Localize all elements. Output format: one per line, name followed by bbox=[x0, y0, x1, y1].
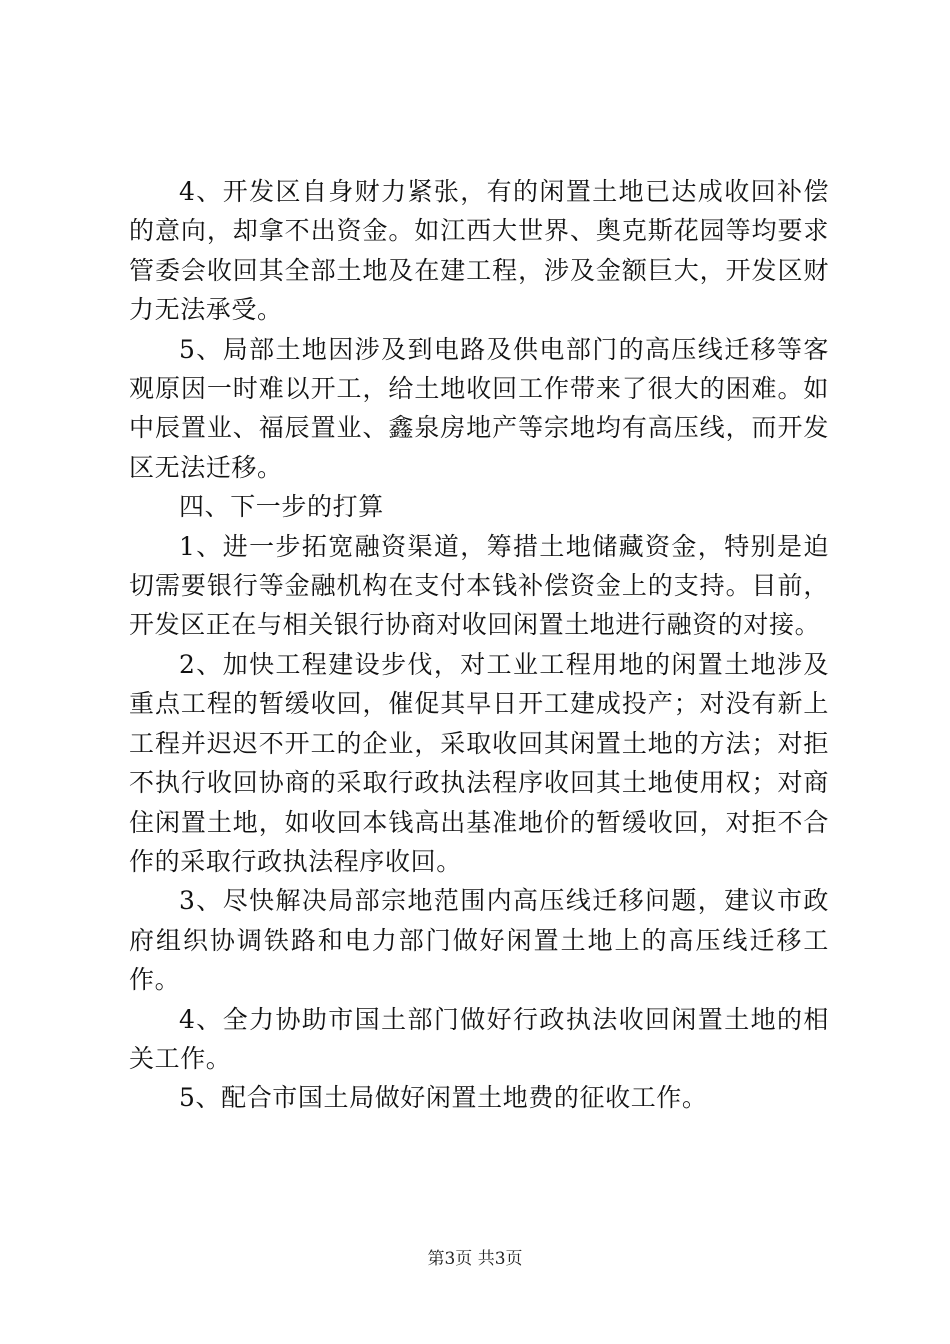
paragraph-4-financial-pressure: 4、开发区自身财力紧张，有的闲置土地已达成收回补偿的意向，却拿不出资金。如江西大世界、奥克斯花园等均要求管委会收回其全部土地及在建工程，涉及金额巨大，开发区财力无法承受。 bbox=[129, 177, 829, 325]
paragraph-5-power-line-relocation: 5、局部土地因涉及到电路及供电部门的高压线迁移等客观原因一时难以开工，给土地收回工作带来了很大的困难。如中辰置业、福辰置业、鑫泉房地产等宗地均有高压线，而开发区无法迁移。 bbox=[129, 334, 829, 482]
document-body bbox=[129, 172, 829, 1118]
paragraph-1-financing: 1、进一步拓宽融资渠道，筹措土地储藏资金，特别是迫切需要银行等金融机构在支付本钱补偿资金上的支持。目前，开发区正在与相关银行协商对收回闲置土地进行融资的对接。 bbox=[129, 531, 829, 640]
paragraph-5-fee-collection: 5、配合市国土局做好闲置土地费的征收工作。 bbox=[179, 1083, 708, 1113]
paragraph-2-project-construction: 2、加快工程建设步伐，对工业工程用地的闲置土地涉及重点工程的暂缓收回，催促其早日开工建成投产；对没有新上工程并迟迟不开工的企业，采取收回其闲置土地的方法；对拒不执行收回协商的采取行政执法程序收回其土地使用权；对商住闲置土地，如收回本钱高出基准地价的暂缓收回，对拒不合作的采取行政执法程序收回。 bbox=[129, 649, 829, 876]
paragraph-4-assist-land-bureau: 4、全力协助市国土部门做好行政执法收回闲置土地的相关工作。 bbox=[129, 1004, 829, 1073]
paragraph-3-high-voltage-lines: 3、尽快解决局部宗地范围内高压线迁移问题，建议市政府组织协调铁路和电力部门做好闲置土地上的高压线迁移工作。 bbox=[129, 886, 829, 995]
section-heading-next-steps: 四、下一步的打算 bbox=[179, 492, 384, 522]
page-number-footer: 第3页 共3页 bbox=[427, 1249, 523, 1269]
